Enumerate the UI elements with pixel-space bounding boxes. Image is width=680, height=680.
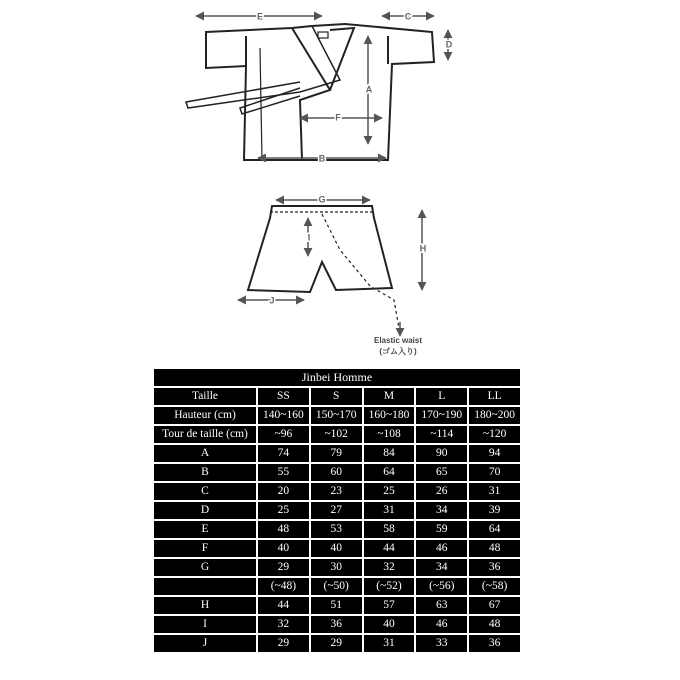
table-row [153, 615, 521, 634]
table-cell: (~52) [363, 577, 416, 596]
table-cell: 58 [363, 520, 416, 539]
table-cell: (~48) [257, 577, 310, 596]
header-cell: S [310, 387, 363, 406]
table-cell: 31 [363, 501, 416, 520]
table-cell: 36 [468, 634, 521, 653]
table-cell: 64 [468, 520, 521, 539]
table-cell: 140~160 [257, 406, 310, 425]
table-cell: 90 [415, 444, 468, 463]
table-cell: 36 [310, 615, 363, 634]
row-label-cell: A [153, 444, 257, 463]
table-cell: ~114 [415, 425, 468, 444]
row-label-cell: H [153, 596, 257, 615]
label-c: C [404, 11, 412, 22]
table-cell: 29 [257, 634, 310, 653]
label-h: H [419, 243, 427, 254]
label-a: A [365, 84, 373, 95]
table-cell: 57 [363, 596, 416, 615]
label-i: I [307, 232, 311, 243]
table-cell: 63 [415, 596, 468, 615]
row-label-cell: J [153, 634, 257, 653]
table-cell: 44 [257, 596, 310, 615]
table-cell: 32 [257, 615, 310, 634]
elastic-waist-label-jp: (ゴム入り) [379, 347, 417, 356]
table-row [153, 406, 521, 425]
table-cell: 84 [363, 444, 416, 463]
row-label-cell: Hauteur (cm) [153, 406, 257, 425]
table-title: Jinbei Homme [153, 368, 521, 387]
table-cell: ~102 [310, 425, 363, 444]
table-cell: 30 [310, 558, 363, 577]
table-row [153, 596, 521, 615]
table-cell: 48 [257, 520, 310, 539]
header-cell: Taille [153, 387, 257, 406]
table-cell: 20 [257, 482, 310, 501]
label-f: F [335, 112, 341, 123]
label-j: J [269, 295, 275, 306]
row-label-cell: D [153, 501, 257, 520]
table-cell: ~96 [257, 425, 310, 444]
table-row [153, 520, 521, 539]
table-cell: ~120 [468, 425, 521, 444]
table-cell: 31 [363, 634, 416, 653]
label-e: E [256, 11, 264, 22]
table-row [153, 463, 521, 482]
table-cell: 29 [257, 558, 310, 577]
table-cell: ~108 [363, 425, 416, 444]
table-cell: 26 [415, 482, 468, 501]
table-cell: 33 [415, 634, 468, 653]
table-cell: 150~170 [310, 406, 363, 425]
table-cell: 60 [310, 463, 363, 482]
table-cell: 70 [468, 463, 521, 482]
table-cell: 31 [468, 482, 521, 501]
table-cell: 67 [468, 596, 521, 615]
table-cell: 65 [415, 463, 468, 482]
table-row [153, 444, 521, 463]
table-cell: 25 [363, 482, 416, 501]
label-g: G [318, 194, 326, 205]
table-cell: 25 [257, 501, 310, 520]
table-title-row [153, 368, 521, 387]
table-cell: 39 [468, 501, 521, 520]
table-cell: 51 [310, 596, 363, 615]
row-label-cell: F [153, 539, 257, 558]
table-cell: 34 [415, 501, 468, 520]
table-cell: 36 [468, 558, 521, 577]
row-label-cell: B [153, 463, 257, 482]
table-row [153, 634, 521, 653]
table-cell: 44 [363, 539, 416, 558]
table-cell: 40 [363, 615, 416, 634]
table-cell: 59 [415, 520, 468, 539]
table-cell: 64 [363, 463, 416, 482]
row-label-cell: G [153, 558, 257, 577]
table-cell: 40 [310, 539, 363, 558]
size-table [152, 367, 522, 654]
table-cell: 40 [257, 539, 310, 558]
table-cell: 74 [257, 444, 310, 463]
table-cell: 23 [310, 482, 363, 501]
table-cell: (~58) [468, 577, 521, 596]
header-cell: L [415, 387, 468, 406]
row-label-cell [153, 577, 257, 596]
table-row [153, 425, 521, 444]
table-row [153, 539, 521, 558]
table-cell: 48 [468, 615, 521, 634]
table-header-row [153, 387, 521, 406]
table-cell: 55 [257, 463, 310, 482]
label-b: B [318, 153, 326, 164]
header-cell: SS [257, 387, 310, 406]
row-label-cell: Tour de taille (cm) [153, 425, 257, 444]
header-cell: LL [468, 387, 521, 406]
jacket-drawing [186, 24, 434, 160]
table-cell: 48 [468, 539, 521, 558]
table-cell: 27 [310, 501, 363, 520]
table-cell: (~56) [415, 577, 468, 596]
row-label-cell: I [153, 615, 257, 634]
shorts-drawing [248, 206, 400, 334]
elastic-waist-label: Elastic waist [373, 336, 423, 345]
table-cell: 46 [415, 615, 468, 634]
table-cell: 160~180 [363, 406, 416, 425]
table-cell: 34 [415, 558, 468, 577]
table-cell: 180~200 [468, 406, 521, 425]
row-label-cell: C [153, 482, 257, 501]
label-d: D [445, 39, 453, 50]
table-row [153, 577, 521, 596]
table-cell: 46 [415, 539, 468, 558]
header-cell: M [363, 387, 416, 406]
table-cell: 32 [363, 558, 416, 577]
table-cell: 53 [310, 520, 363, 539]
table-row [153, 501, 521, 520]
table-cell: (~50) [310, 577, 363, 596]
table-cell: 170~190 [415, 406, 468, 425]
table-cell: 79 [310, 444, 363, 463]
table-cell: 29 [310, 634, 363, 653]
row-label-cell: E [153, 520, 257, 539]
table-row [153, 482, 521, 501]
table-row [153, 558, 521, 577]
table-cell: 94 [468, 444, 521, 463]
